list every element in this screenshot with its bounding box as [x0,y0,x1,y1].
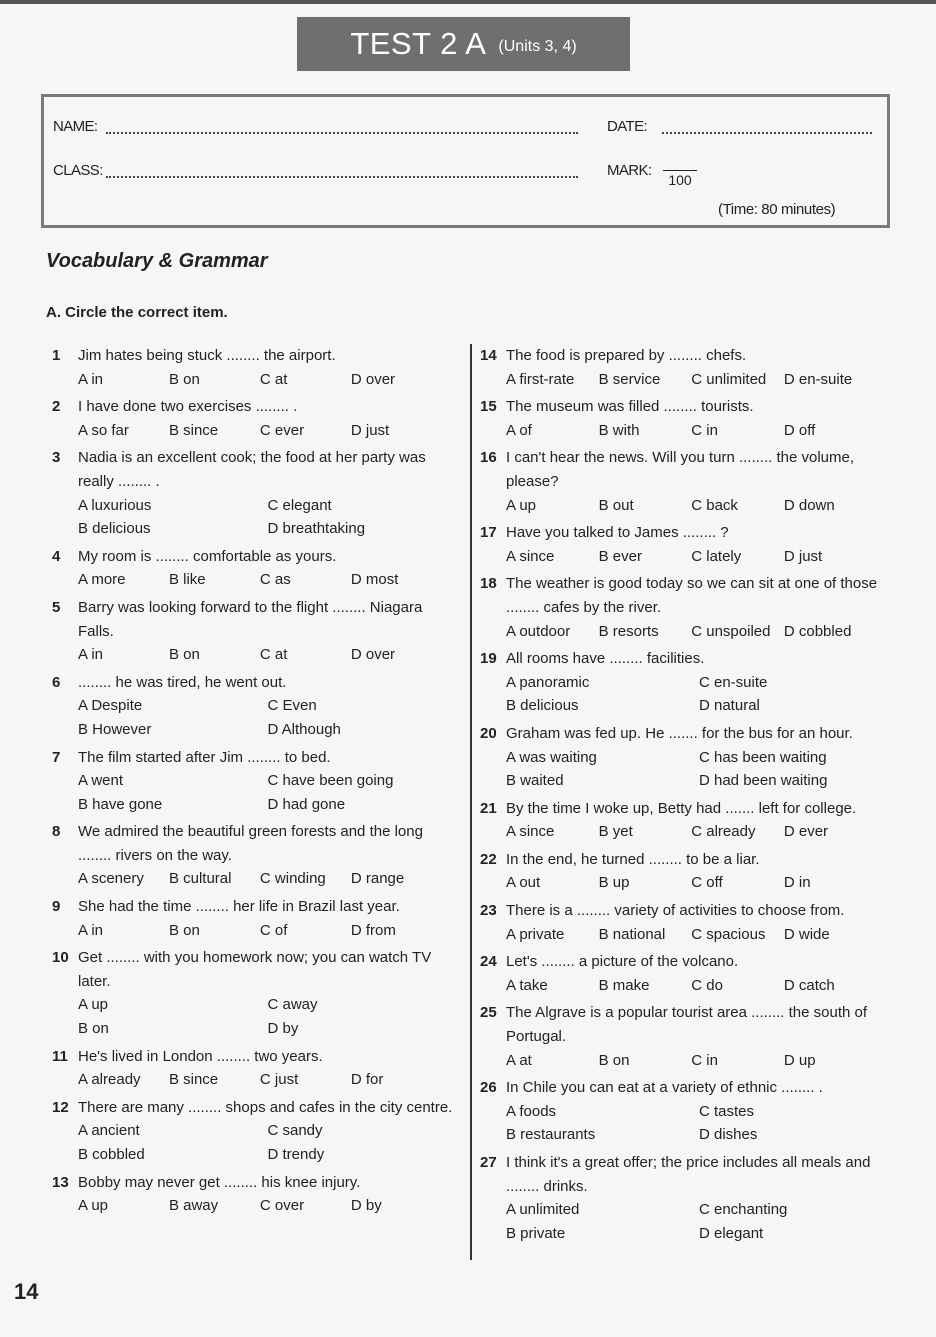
answer-option[interactable]: B delicious [78,520,151,538]
column-divider [470,344,472,1260]
answer-option[interactable]: B on [168,921,200,939]
question [480,1001,892,1072]
answer-option[interactable]: C of [259,921,288,939]
answer-option[interactable]: B yet [598,823,633,841]
question-number: 25 [480,1004,497,1022]
test-title-box [297,17,630,71]
question-number: 22 [480,850,497,868]
page-number: 14 [14,1279,39,1304]
question-number: 21 [480,799,497,817]
answer-option[interactable]: C just [259,1071,299,1089]
answer-option[interactable]: D most [350,571,399,589]
answer-option[interactable]: C in [691,1051,718,1069]
question [480,950,892,997]
answer-option[interactable]: C spacious [691,925,766,943]
answer-option[interactable]: A at [506,1051,532,1069]
answer-option[interactable]: D up [783,1051,816,1069]
mark-label: MARK: [607,162,652,179]
question [480,848,892,895]
mark-total: 100 [663,170,697,188]
question [52,1171,457,1218]
answer-option[interactable]: A private [506,925,565,943]
question [480,797,892,844]
question [480,395,892,442]
answer-option[interactable]: A Despite [78,697,143,715]
question-number: 18 [480,575,497,593]
answer-option[interactable]: C lately [691,547,742,565]
class-label: CLASS: [53,162,103,179]
question [52,446,457,540]
answer-option[interactable]: C in [691,421,718,439]
question [52,596,457,667]
question [52,671,457,742]
question-text: Bobby may never get ........ his knee injury. [78,1173,361,1191]
question-number: 17 [480,524,497,542]
question-text: I have done two exercises ........ . [78,398,298,416]
answer-option[interactable]: D Although [267,720,341,738]
answer-option[interactable]: D en-suite [783,370,853,388]
question [52,1045,457,1092]
answer-option[interactable]: B cultural [168,870,232,888]
answer-option[interactable]: A outdoor [506,622,571,640]
answer-option[interactable]: C unlimited [691,370,767,388]
answer-option[interactable]: C ever [259,421,305,439]
test-title: TEST 2 A [350,26,487,61]
answer-option[interactable]: C enchanting [699,1201,788,1219]
answer-option[interactable]: A out [506,874,541,892]
question-number: 1 [52,347,61,364]
answer-option[interactable]: A since [506,547,555,565]
question [480,722,892,793]
left-question-column [52,344,457,1218]
question-text: In the end, he turned ........ to be a liar. [506,850,760,868]
answer-option[interactable]: D over [350,370,396,388]
question-number: 8 [52,823,61,841]
question-text: The Algrave is a popular tourist area ........ the south of Portugal. [506,1004,868,1046]
time-limit: (Time: 80 minutes) [718,201,836,218]
answer-option[interactable]: A take [506,976,548,994]
answer-option[interactable]: A was waiting [506,748,597,766]
answer-option[interactable]: A foods [506,1102,557,1120]
date-field[interactable] [662,132,872,134]
answer-option[interactable]: B ever [598,547,642,565]
question-text: Let's ........ a picture of the volcano. [506,953,739,971]
question-text: There is a ........ variety of activities to choose from. [506,902,845,920]
question-number: 12 [52,1098,69,1116]
answer-option[interactable]: A up [78,996,109,1014]
answer-option[interactable]: C has been waiting [699,748,827,766]
answer-option[interactable]: D off [783,421,816,439]
answer-option[interactable]: C as [259,571,291,589]
question-number: 11 [52,1047,68,1065]
answer-option[interactable]: D over [350,646,396,664]
question-number: 9 [52,898,61,916]
answer-option[interactable]: A so far [78,421,129,439]
answer-option[interactable]: B on [78,1020,109,1038]
answer-option[interactable]: D just [350,421,390,439]
question-text: In Chile you can eat at a variety of ethnic ........ . [506,1079,823,1097]
answer-option[interactable]: A more [78,571,126,589]
answer-option[interactable]: B on [168,370,200,388]
question-number: 27 [480,1154,497,1171]
answer-option[interactable]: B have gone [78,795,163,813]
answer-option[interactable]: D elegant [699,1224,764,1242]
question-number: 14 [480,347,497,364]
answer-option[interactable]: C Even [267,697,317,715]
answer-option[interactable]: A in [78,646,104,664]
question [52,344,457,391]
question-text: He's lived in London ........ two years. [78,1047,323,1065]
question [52,895,457,942]
answer-option[interactable]: B away [168,1197,219,1215]
answer-option[interactable]: D just [783,547,823,565]
answer-option[interactable]: C winding [259,870,326,888]
answer-option[interactable]: B since [168,421,219,439]
answer-option[interactable]: A luxurious [78,496,152,514]
answer-option[interactable]: D for [350,1071,384,1089]
question [480,899,892,946]
answer-option[interactable]: D trendy [267,1146,325,1163]
question [52,395,457,442]
answer-option[interactable]: C back [691,496,738,514]
answer-option[interactable]: A unlimited [506,1201,580,1219]
question [480,1151,892,1245]
answer-option[interactable]: C do [691,976,723,994]
question-text: There are many ........ shops and cafes in the city centre. [78,1098,453,1116]
answer-option[interactable]: D by [350,1197,382,1215]
answer-option[interactable]: B out [598,496,634,514]
question-number: 26 [480,1079,497,1097]
answer-option[interactable]: D dishes [699,1126,758,1144]
question-text: Have you talked to James ........ ? [506,524,729,542]
question-number: 10 [52,949,69,967]
answer-option[interactable]: B waited [506,772,564,790]
answer-option[interactable]: C away [267,996,318,1014]
answer-option[interactable]: D had been waiting [699,772,828,790]
answer-option[interactable]: A went [78,772,124,790]
answer-option[interactable]: B However [78,720,152,738]
answer-option[interactable]: A scenery [78,870,144,888]
question-number: 5 [52,598,61,616]
answer-option[interactable]: A panoramic [506,673,590,691]
question [52,946,457,1040]
question-text: I think it's a great offer; the price includes all meals and ........ drinks. [506,1154,871,1195]
question [52,746,457,817]
answer-option[interactable]: B on [168,646,200,664]
question [480,1076,892,1147]
answer-option[interactable]: D natural [699,697,760,715]
question-text: Barry was looking forward to the flight ........ Niagara Falls. [78,598,423,640]
answer-option[interactable]: A since [506,823,555,841]
question-text: The museum was filled ........ tourists. [506,398,754,416]
right-question-column [480,344,892,1245]
answer-option[interactable]: D cobbled [783,622,852,640]
answer-option[interactable]: B national [598,925,666,943]
answer-option[interactable]: D range [350,870,405,888]
question [52,545,457,592]
answer-option[interactable]: A up [78,1197,109,1215]
question [480,572,892,643]
answer-option[interactable]: A already [78,1071,141,1089]
mark-fraction [663,156,697,188]
answer-option[interactable]: D by [267,1020,299,1038]
test-subtitle: (Units 3, 4) [498,38,577,55]
answer-option[interactable]: B like [168,571,206,589]
question-number: 16 [480,449,497,467]
answer-option[interactable]: C en-suite [699,673,768,691]
question-number: 3 [52,449,61,467]
answer-option[interactable]: A first-rate [506,370,575,388]
answer-option[interactable]: D had gone [267,795,346,813]
answer-option[interactable]: B private [506,1224,566,1242]
answer-option[interactable]: B restaurants [506,1126,596,1144]
question-text: All rooms have ........ facilities. [506,650,705,668]
question-number: 7 [52,748,61,766]
question-text: Jim hates being stuck ........ the airport. [78,347,336,364]
question-text: Nadia is an excellent cook; the food at her party was really ........ . [78,449,426,490]
answer-option[interactable]: C at [259,370,288,388]
question-text: The weather is good today so we can sit at one of those ........ cafes by the river. [506,575,878,616]
class-field[interactable] [106,176,578,178]
question-text: The film started after Jim ........ to bed. [78,748,331,766]
answer-option[interactable]: B with [598,421,640,439]
answer-option[interactable]: B cobbled [78,1146,145,1163]
question-number: 20 [480,724,497,742]
answer-option[interactable]: A of [506,421,532,439]
answer-option[interactable]: C off [691,874,723,892]
question-text: We admired the beautiful green forests and the long ........ rivers on the way. [78,823,423,864]
answer-option[interactable]: C sandy [267,1122,323,1140]
answer-option[interactable]: B since [168,1071,219,1089]
question-text: She had the time ........ her life in Brazil last year. [78,898,400,916]
date-label: DATE: [607,118,648,135]
question-number: 13 [52,1173,69,1191]
answer-option[interactable]: B resorts [598,622,659,640]
answer-option[interactable]: C unspoiled [691,622,771,640]
answer-option[interactable]: D down [783,496,835,514]
answer-option[interactable]: A ancient [78,1122,140,1140]
answer-option[interactable]: B on [598,1051,630,1069]
question-text: Get ........ with you homework now; you can watch TV later. [78,949,432,990]
question [480,344,892,391]
answer-option[interactable]: C at [259,646,288,664]
question [52,1096,457,1167]
task-instruction: A. Circle the correct item. [46,304,228,321]
answer-option[interactable]: A in [78,921,104,939]
question [480,446,892,517]
answer-option[interactable]: C tastes [699,1102,755,1120]
question [52,820,457,891]
question-number: 24 [480,953,497,971]
answer-option[interactable]: D catch [783,976,835,994]
answer-option[interactable]: D in [783,874,811,892]
name-label: NAME: [53,118,98,135]
question [480,521,892,568]
answer-option[interactable]: C have been going [267,772,394,790]
top-rule [0,0,936,4]
question-text: The food is prepared by ........ chefs. [506,347,747,364]
name-field[interactable] [106,132,578,134]
question-number: 4 [52,547,61,565]
answer-option[interactable]: A up [506,496,537,514]
answer-option[interactable]: C elegant [267,496,332,514]
answer-option[interactable]: C over [259,1197,305,1215]
question-text: By the time I woke up, Betty had ....... left for college. [506,799,857,817]
answer-option[interactable]: B delicious [506,697,579,715]
answer-option[interactable]: A in [78,370,104,388]
question-text: I can't hear the news. Will you turn ........ the volume, please? [506,449,855,490]
question-number: 6 [52,673,61,691]
question-number: 19 [480,650,497,668]
answer-option[interactable]: D from [350,921,396,939]
answer-option[interactable]: C already [691,823,756,841]
question-text: ........ he was tired, he went out. [78,673,287,691]
answer-option[interactable]: D breathtaking [267,520,366,538]
answer-option[interactable]: D ever [783,823,829,841]
section-title: Vocabulary & Grammar [46,250,268,272]
question-number: 15 [480,398,497,416]
question [480,647,892,718]
answer-option[interactable]: D wide [783,925,830,943]
question-number: 23 [480,902,497,920]
answer-option[interactable]: B service [598,370,661,388]
answer-option[interactable]: B up [598,874,630,892]
question-text: My room is ........ comfortable as yours. [78,547,337,565]
question-number: 2 [52,398,61,416]
answer-option[interactable]: B make [598,976,650,994]
question-text: Graham was fed up. He ....... for the bus for an hour. [506,724,853,742]
